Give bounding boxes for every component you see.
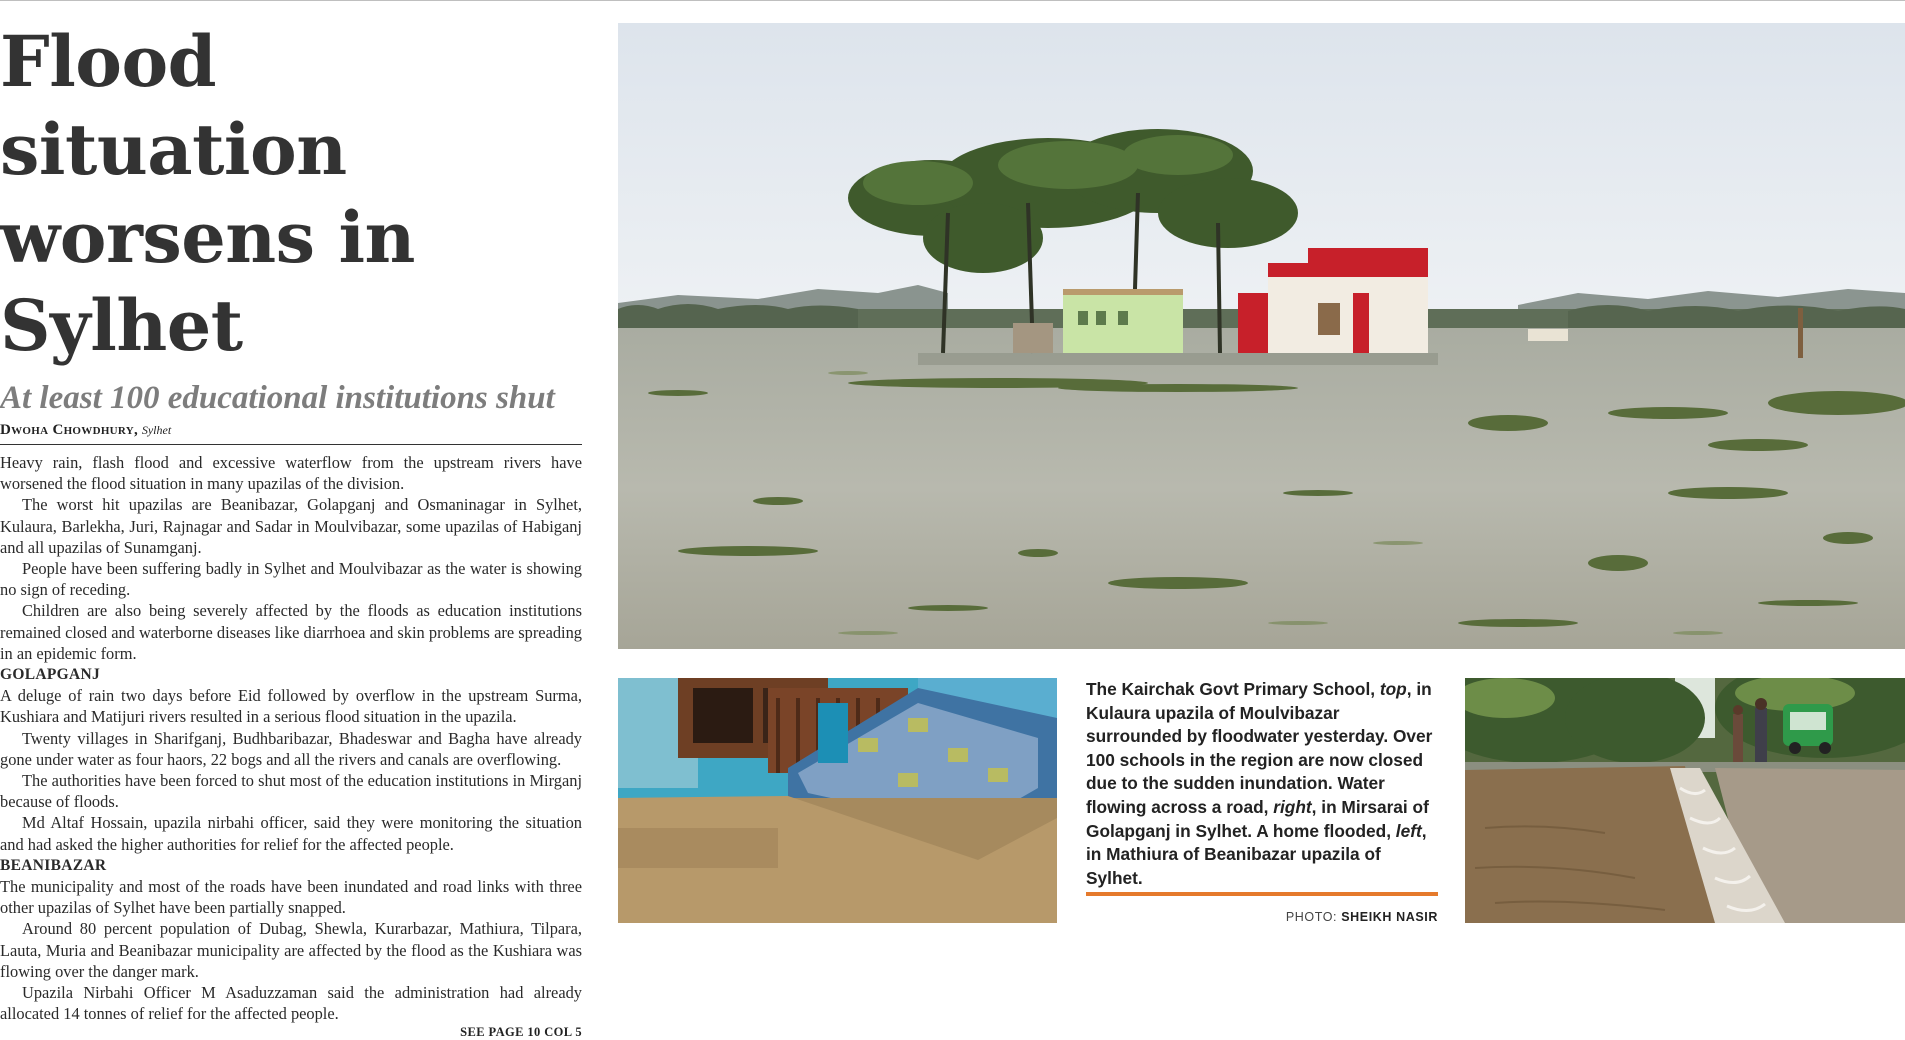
byline-place: Sylhet xyxy=(141,423,172,437)
continuation-link[interactable]: SEE PAGE 10 COL 5 xyxy=(460,1025,582,1040)
caption-text: , in Kulaura upazila of Moulvibazar surrounded by floodwater yesterday. Over 100 schools in the region are now closed due to the sudden inundation. Water flowing across a road, xyxy=(1086,679,1433,817)
caption-emphasis-left: left xyxy=(1395,820,1422,841)
headline-line-2: worsens in Sylhet xyxy=(0,196,415,367)
headline xyxy=(0,18,582,370)
caption-text: , in Mirsarai of Golapganj in Sylhet. A home flooded, xyxy=(1086,796,1429,841)
byline xyxy=(0,422,582,445)
caption-divider xyxy=(1086,892,1438,896)
article-body xyxy=(0,452,582,1024)
flooded-home-photo xyxy=(618,678,1057,923)
caption-text: The Kairchak Govt Primary School, xyxy=(1086,679,1380,699)
paragraph: Md Altaf Hossain, upazila nirbahi officer, said they were monitoring the situation and had asked the higher authorities for relief for the affected people. xyxy=(0,813,582,854)
caption-emphasis-right: right xyxy=(1273,796,1312,817)
byline-author: Dwoha Chowdhury, xyxy=(0,422,139,438)
flooded-school-photo xyxy=(618,23,1905,649)
paragraph: Children are also being severely affected by the floods as education institutions remained closed and waterborne diseases like diarrhoea and skin problems are spreading in an epidemic form. xyxy=(0,601,582,663)
photo-caption xyxy=(1086,678,1438,890)
paragraph: People have been suffering badly in Sylhet and Moulvibazar as the water is showing no sign of receding. xyxy=(0,559,582,600)
paragraph: Heavy rain, flash flood and excessive waterflow from the upstream rivers have worsened the flood situation in many upazilas of the division. xyxy=(0,453,582,494)
paragraph: Upazila Nirbahi Officer M Asaduzzaman said the administration had already allocated 14 tonnes of relief for the affected people. xyxy=(0,983,582,1024)
paragraph: The authorities have been forced to shut most of the education institutions in Mirganj because of floods. xyxy=(0,771,582,812)
section-heading-golapganj: GOLAPGANJ xyxy=(0,666,101,684)
caption-emphasis-top: top xyxy=(1379,679,1407,699)
paragraph: The worst hit upazilas are Beanibazar, Golapganj and Osmaninagar in Sylhet, Kulaura, Barlekha, Juri, Rajnagar and Sadar in Moulvibazar, some upazilas of Habiganj and all upazilas of Sunamganj. xyxy=(0,495,582,557)
headline-line-1: Flood situation xyxy=(0,20,347,191)
subheadline: At least 100 educational institutions shut xyxy=(0,380,555,416)
paragraph: Around 80 percent population of Dubag, Shewla, Kurarbazar, Mathiura, Tilpara, Lauta, Muria and Beanibazar municipality are affected by the flood as the Kushiara was flowing over the danger mark. xyxy=(0,919,582,981)
section-heading-beanibazar: BEANIBAZAR xyxy=(0,856,107,874)
photo-credit-label: PHOTO: xyxy=(1285,910,1342,924)
caption-text: , in Mathiura of Beanibazar upazila of Sylhet. xyxy=(1086,820,1427,888)
flooded-road-photo xyxy=(1465,678,1905,923)
paragraph: A deluge of rain two days before Eid followed by overflow in the upstream Surma, Kushiara and Matijuri rivers resulted in a serious flood situation in the upazila. xyxy=(0,686,582,727)
paragraph: Twenty villages in Sharifganj, Budhbaribazar, Bhadeswar and Bagha have already gone under water as four haors, 22 bogs and all the rivers and canals are overflowing. xyxy=(0,728,582,769)
top-rule xyxy=(0,0,1905,1)
photo-credit xyxy=(1086,910,1438,924)
article-column xyxy=(0,18,582,1040)
paragraph: The municipality and most of the roads have been inundated and road links with three other upazilas of Sylhet have been partially snapped. xyxy=(0,877,582,918)
photo-credit-name: SHEIKH NASIR xyxy=(1341,910,1438,924)
